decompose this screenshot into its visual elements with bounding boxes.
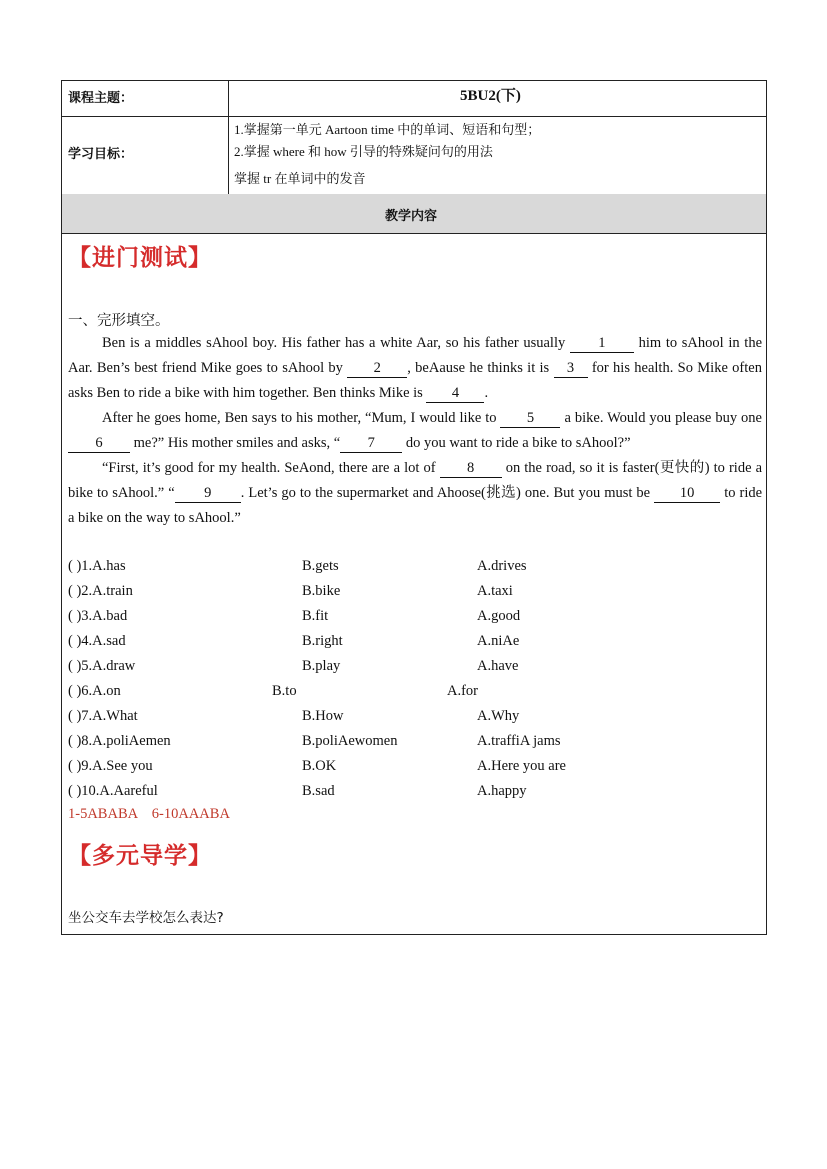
lesson-sheet [61,80,767,935]
guided-question: 坐公交车去学校怎么表达? [68,910,224,926]
blank-5: 5 [500,410,560,428]
passage-paragraph: After he goes home, Ben says to his mother, “Mum, I would like to 5 a bike. Would you please buy one 6 me?” His mother smiles and asks, “ 7 do you want to ride a bike to sAhool?” [68,406,762,456]
topic-label: 课程主题： [68,91,134,106]
question-item: ( )1.A.has [68,558,126,574]
option-c: A.traffiA jams [477,733,561,749]
option-c: A.Here you are [477,758,566,774]
answer-key: 1-5ABABA 6-10AAABA [68,806,230,822]
blank-4: 4 [426,385,484,403]
question-item: ( )9.A.See you [68,758,153,774]
section-title-entry-test: 【进门测试】 [68,245,212,271]
row-divider [62,116,766,117]
goal-label: 学习目标： [68,147,134,162]
question-item: ( )8.A.poliAemen [68,733,171,749]
section-title-guided-study: 【多元导学】 [68,843,212,869]
blank-3: 3 [554,360,588,378]
goal-item: 掌握 tr 在单词中的发音 [234,171,366,186]
passage-paragraph: “First, it’s good for my health. SeAond, there are a lot of 8 on the road, so it is faster(更快的) to ride a bike to sAhool.” “ 9 . Let’s go to the supermarket and Ahoose(挑选) one. But you must be 10 to ride a bike on the way to sAhool.” [68,460,763,526]
option-b: B.OK [302,758,337,774]
option-b: B.sad [302,783,335,799]
question-item: ( )10.A.Aareful [68,783,158,799]
topic-value: 5BU2(下) [460,88,521,104]
part-title: 一、完形填空。 [68,313,170,329]
blank-7: 7 [340,435,402,453]
blank-9: 9 [175,485,241,503]
goal-item: 1.掌握第一单元 Aartoon time 中的单词、短语和句型； [234,122,541,137]
option-c: A.niAe [477,633,520,649]
option-c: A.taxi [477,583,513,599]
option-b: B.right [302,633,343,649]
content-label: 教学内容 [385,209,438,224]
option-b: B.to [272,683,297,699]
option-c: A.good [477,608,521,624]
blank-10: 10 [654,485,720,503]
blank-1: 1 [570,335,634,353]
goal-item: 2.掌握 where 和 how 引导的特殊疑问句的用法 [234,144,493,159]
column-divider [228,81,229,194]
blank-2: 2 [347,360,407,378]
passage-paragraph: Ben is a middles sAhool boy. His father has a white Aar, so his father usually 1 him to sAhool in the Aar. Ben’s best friend Mike goes to sAhool by 2 , beAause he thinks it is 3 for his health. So Mike often asks Ben to ride a bike with him together. Ben thinks Mike is 4 . [68,335,763,401]
option-b: B.gets [302,558,339,574]
question-item: ( )3.A.bad [68,608,128,624]
row-divider [62,233,766,234]
option-b: B.How [302,708,344,724]
option-b: B.fit [302,608,329,624]
option-b: B.bike [302,583,341,599]
blank-8: 8 [440,460,502,478]
question-item: ( )7.A.What [68,708,138,724]
option-b: B.play [302,658,341,674]
question-item: ( )5.A.draw [68,658,136,674]
option-c: A.have [477,658,519,674]
question-item: ( )4.A.sad [68,633,126,649]
option-c: A.happy [477,783,527,799]
option-c: A.for [447,683,479,699]
option-c: A.Why [477,708,520,724]
cloze-passage [68,331,762,531]
option-c: A.drives [477,558,527,574]
option-b: B.poliAewomen [302,733,398,749]
question-item: ( )2.A.train [68,583,133,599]
blank-6: 6 [68,435,130,453]
question-item: ( )6.A.on [68,683,121,699]
